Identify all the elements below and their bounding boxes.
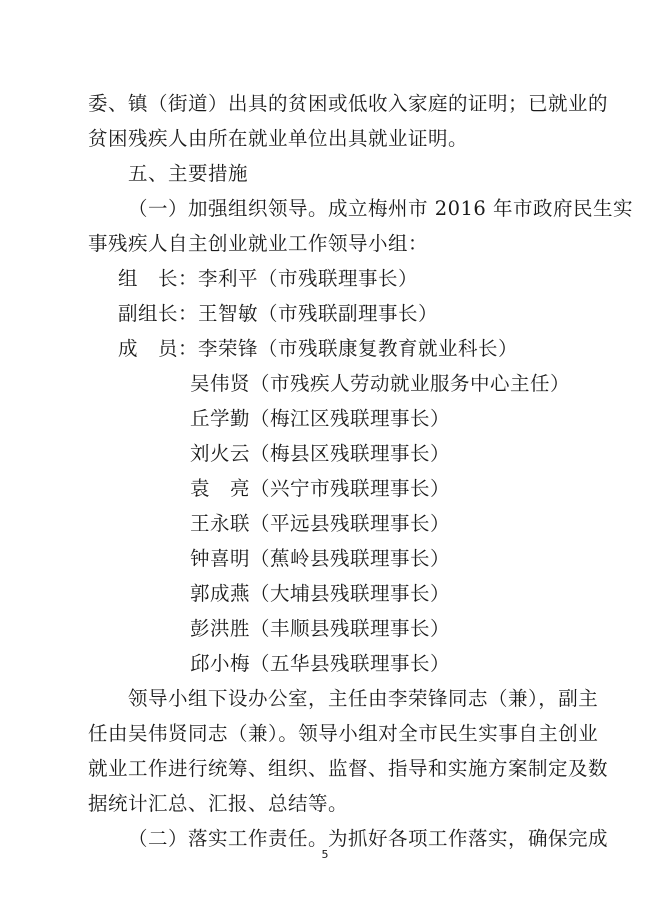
member-line: 组 长：李利平（市残联理事长） [118, 267, 419, 290]
member-line: 丘学勤（梅江区残联理事长） [190, 407, 451, 430]
text-line: 事残疾人自主创业就业工作领导小组： [88, 232, 429, 255]
member-line: 刘火云（梅县区残联理事长） [190, 442, 451, 465]
text-line: （二）落实工作责任。为抓好各项工作落实，确保完成 [128, 827, 609, 850]
text-line: 就业工作进行统筹、组织、监督、指导和实施方案制定及数 [88, 757, 609, 780]
text-line: （一）加强组织领导。成立梅州市 2016 年市政府民生实 [128, 197, 634, 220]
member-line: 成 员：李荣锋（市残联康复教育就业科长） [118, 337, 519, 360]
text-line: 任由吴伟贤同志（兼）。领导小组对全市民生实事自主创业 [88, 722, 599, 745]
member-line: 袁 亮（兴宁市残联理事长） [190, 477, 451, 500]
member-line: 郭成燕（大埔县残联理事长） [190, 582, 451, 605]
text-line: 委、镇（街道）出具的贫困或低收入家庭的证明；已就业的 [88, 92, 609, 115]
member-line: 钟喜明（蕉岭县残联理事长） [190, 547, 451, 570]
section-heading: 五、主要措施 [128, 162, 249, 185]
text-line: 贫困残疾人由所在就业单位出具就业证明。 [88, 127, 469, 150]
text-line: 领导小组下设办公室，主任由李荣锋同志（兼），副主 [128, 687, 599, 710]
member-line: 邱小梅（五华县残联理事长） [190, 652, 451, 675]
member-line: 彭洪胜（丰顺县残联理事长） [190, 617, 451, 640]
member-line: 王永联（平远县残联理事长） [190, 512, 451, 535]
page-number: 5 [321, 848, 329, 861]
text-line: 据统计汇总、汇报、总结等。 [88, 792, 349, 815]
member-line: 吴伟贤（市残疾人劳动就业服务中心主任） [190, 372, 571, 395]
member-line: 副组长：王智敏（市残联副理事长） [118, 302, 439, 325]
